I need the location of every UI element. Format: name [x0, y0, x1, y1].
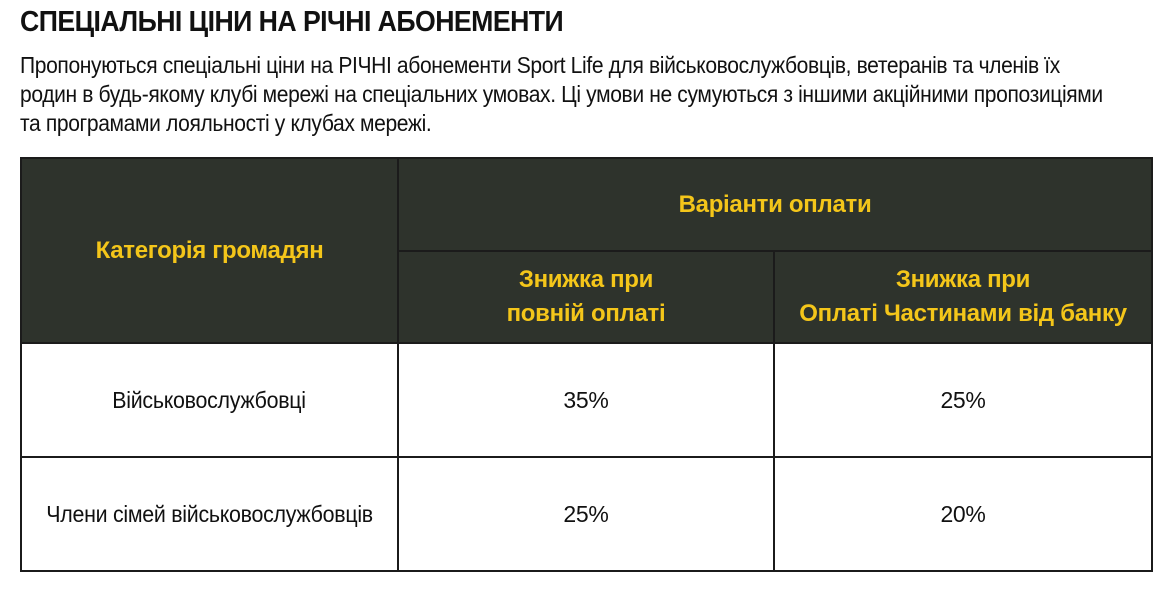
- table-row: [21, 457, 1152, 571]
- category-cell: [21, 343, 398, 457]
- full-payment-header-line1: Знижка при: [518, 266, 654, 293]
- payment-options-label: Варіанти оплати: [678, 190, 872, 218]
- bank-installments-header-line2: Оплаті Частинами від банку: [799, 300, 1127, 327]
- full-payment-cell: 35%: [398, 343, 774, 457]
- payment-options-header: [398, 158, 1152, 251]
- category-cell-text: Військовослужбовці: [112, 386, 307, 413]
- table-header-row: [21, 158, 1152, 251]
- bank-installments-header-line1: Знижка при: [895, 266, 1031, 293]
- full-payment-header-line2: повній оплаті: [506, 300, 666, 327]
- bank-installments-header: [774, 251, 1152, 343]
- intro-paragraph: Пропонуються спеціальні ціни на РІЧНІ абонементи Sport Life для військовослужбовців, ветеранів та членів їх родин в будь-якому клубі мережі на спеціальних умовах. Ці умови не сумуються з іншими акційними пропозиціями та програмами лояльності у клубах мережі.: [20, 52, 1103, 136]
- full-payment-header: [398, 251, 774, 343]
- bank-installments-cell: 25%: [774, 343, 1152, 457]
- table-row: [21, 343, 1152, 457]
- bank-installments-cell: 20%: [774, 457, 1152, 571]
- pricing-table: [20, 157, 1153, 572]
- full-payment-cell: 25%: [398, 457, 774, 571]
- category-header-label: Категорія громадян: [95, 236, 324, 264]
- page-content: [20, 0, 1156, 527]
- page-title: СПЕЦІАЛЬНІ ЦІНИ НА РІЧНІ АБОНЕМЕНТИ: [20, 6, 564, 38]
- category-header: [21, 158, 398, 343]
- category-cell: [21, 457, 398, 571]
- category-cell-text: Члени сімей військовослужбовців: [46, 500, 373, 527]
